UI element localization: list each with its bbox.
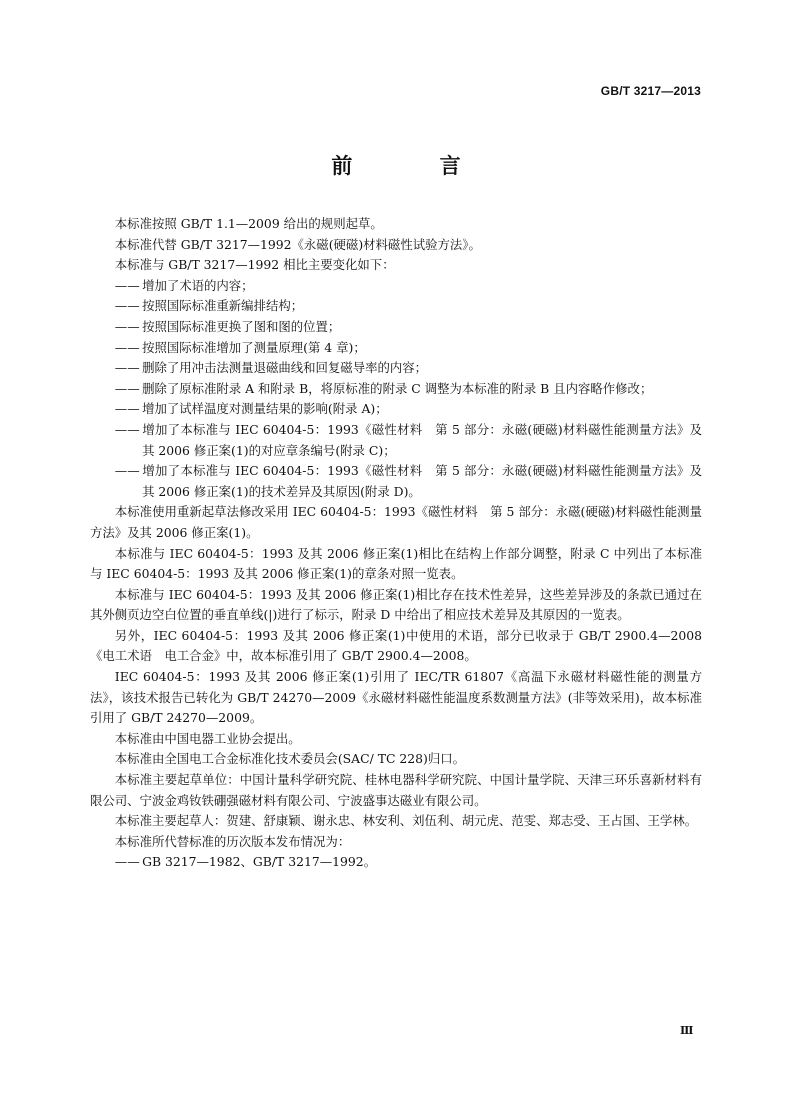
change-text: 增加了试样温度对测量结果的影响(附录 A)； bbox=[142, 401, 388, 417]
dash-mark: —— bbox=[114, 380, 140, 396]
change-item bbox=[115, 338, 702, 359]
paragraph: 本标准使用重新起草法修改采用 IEC 60404-5：1993《磁性材料 第 5 部分：永磁(硬磁)材料磁性能测量方法》及其 2006 修正案(1)。 bbox=[90, 504, 702, 540]
page-title: 前 言 bbox=[331, 153, 501, 178]
change-text: 按照国际标准增加了测量原理(第 4 章)； bbox=[142, 339, 366, 355]
change-item bbox=[115, 461, 702, 502]
history-text: GB 3217—1982、GB/T 3217—1992。 bbox=[142, 854, 377, 870]
paragraph: 本标准按照 GB/T 1.1—2009 给出的规则起草。 bbox=[114, 216, 383, 231]
dash-mark: —— bbox=[114, 463, 140, 479]
paragraph: 本标准所代替标准的历次版本发布情况为： bbox=[114, 833, 351, 849]
paragraph: IEC 60404-5：1993 及其 2006 修正案(1)引用了 IEC/TR 61807《高温下永磁材料磁性能的测量方法》，该技术报告已转化为 GB/T 24270—2009《永磁材料磁性能温度系数测量方法》(非等效采用)，故本标准引用了 GB/T 24270—2009。 bbox=[90, 669, 702, 726]
change-item bbox=[115, 379, 702, 400]
change-text: 按照国际标准更换了图和图的位置； bbox=[142, 318, 341, 334]
dash-mark: —— bbox=[114, 318, 140, 334]
change-item bbox=[115, 317, 702, 338]
change-text: 按照国际标准重新编排结构； bbox=[142, 298, 304, 314]
change-text: 增加了术语的内容； bbox=[142, 277, 254, 293]
change-item bbox=[115, 276, 702, 297]
change-text: 删除了用冲击法测量退磁曲线和回复磁导率的内容； bbox=[142, 360, 428, 376]
paragraph: 本标准与 GB/T 3217—1992 相比主要变化如下： bbox=[114, 257, 395, 273]
foreword-body bbox=[90, 214, 702, 873]
paragraph: 本标准与 IEC 60404-5：1993 及其 2006 修正案(1)相比存在技术性差异，这些差异涉及的条款已通过在其外侧页边空白位置的垂直单线(|)进行了标示，附录 D 中给出了相应技术差异及其原因的一览表。 bbox=[90, 586, 702, 623]
paragraph: 本标准由中国电器工业协会提出。 bbox=[114, 730, 301, 746]
change-text: 删除了原标准附录 A 和附录 B，将原标准的附录 C 调整为本标准的附录 B 且内容略作修改； bbox=[142, 380, 653, 396]
change-item bbox=[115, 420, 702, 461]
paragraph: 本标准代替 GB/T 3217—1992《永磁(硬磁)材料磁性试验方法》。 bbox=[114, 236, 481, 252]
standard-code: GB/T 3217—2013 bbox=[600, 84, 701, 98]
dash-mark: —— bbox=[114, 360, 140, 376]
history-item bbox=[115, 852, 702, 873]
dash-mark: —— bbox=[114, 277, 140, 293]
paragraph: 本标准主要起草单位：中国计量科学研究院、桂林电器科学研究院、中国计量学院、天津三环乐喜新材料有限公司、宁波金鸡钕铁硼强磁材料有限公司、宁波盛事达磁业有限公司。 bbox=[90, 772, 702, 808]
paragraph: 本标准与 IEC 60404-5：1993 及其 2006 修正案(1)相比在结构上作部分调整，附录 C 中列出了本标准与 IEC 60404-5：1993 及其 2006 修正案(1)的章条对照一览表。 bbox=[90, 545, 702, 582]
change-item bbox=[115, 399, 702, 420]
paragraph: 本标准由全国电工合金标准化技术委员会(SAC/ TC 228)归口。 bbox=[114, 751, 466, 767]
dash-mark: —— bbox=[114, 401, 140, 417]
change-text: 增加了本标准与 IEC 60404-5：1993《磁性材料 第 5 部分：永磁(硬磁)材料磁性能测量方法》及其 2006 修正案(1)的技术差异及其原因(附录 D)。 bbox=[142, 463, 702, 499]
dash-mark: —— bbox=[114, 854, 140, 870]
change-item bbox=[115, 296, 702, 317]
dash-mark: —— bbox=[114, 298, 140, 314]
change-item bbox=[115, 358, 702, 379]
paragraph: 本标准主要起草人：贺建、舒康颖、谢永忠、林安利、刘伍利、胡元虎、范雯、郑志受、王占国、王学林。 bbox=[114, 813, 698, 829]
page-number: Ⅲ bbox=[680, 1024, 694, 1037]
dash-mark: —— bbox=[114, 421, 140, 437]
paragraph: 另外，IEC 60404-5：1993 及其 2006 修正案(1)中使用的术语，部分已收录于 GB/T 2900.4—2008《电工术语 电工合金》中，故本标准引用了 GB/T 2900.4—2008。 bbox=[90, 627, 702, 664]
dash-mark: —— bbox=[114, 339, 140, 355]
change-text: 增加了本标准与 IEC 60404-5：1993《磁性材料 第 5 部分：永磁(硬磁)材料磁性能测量方法》及其 2006 修正案(1)的对应章条编号(附录 C)； bbox=[142, 421, 702, 458]
